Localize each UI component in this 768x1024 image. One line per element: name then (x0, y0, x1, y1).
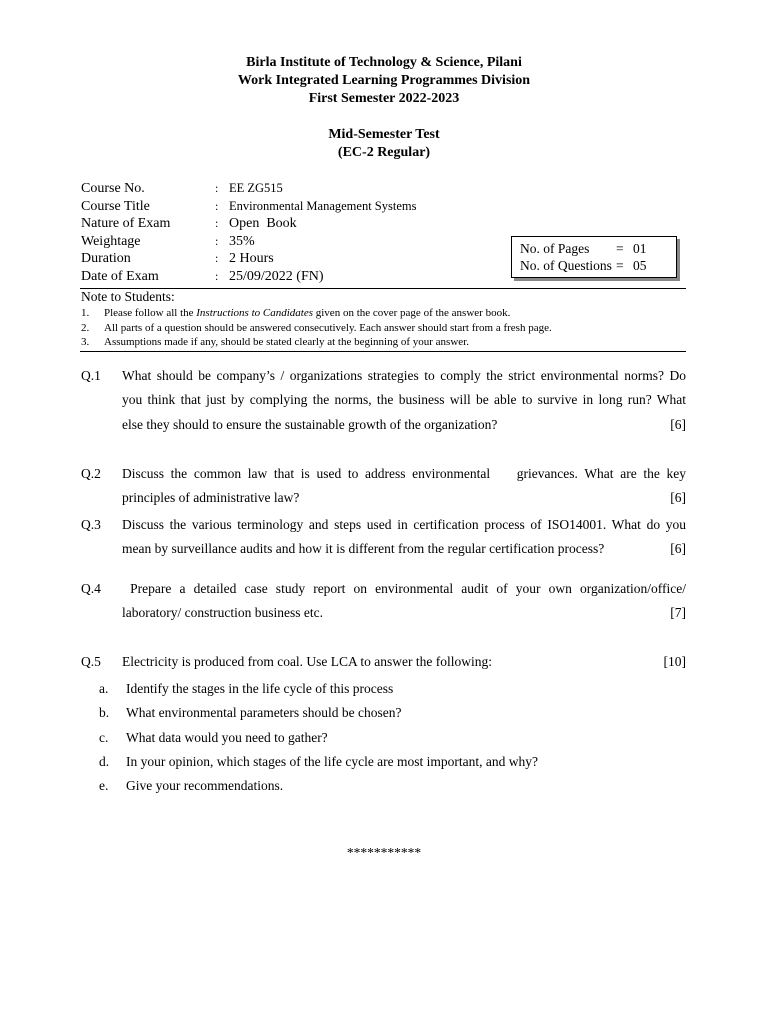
question-marks: [10] (663, 654, 686, 669)
part-index: e. (99, 778, 109, 794)
questions-count-row (520, 257, 676, 274)
part-text: What environmental parameters should be chosen? (126, 705, 402, 721)
division-name: Work Integrated Learning Programmes Division (237, 73, 531, 88)
questions-label: No. of Questions (520, 258, 612, 273)
note-index: 3. (81, 336, 90, 348)
question-marks: [6] (670, 416, 686, 432)
part-index: b. (99, 705, 110, 721)
pages-label: No. of Pages (520, 241, 590, 256)
part-text: What data would you need to gather? (126, 729, 328, 745)
notes-title: Note to Students: (81, 289, 175, 304)
end-marker: *********** (346, 845, 422, 860)
question-marks: [6] (670, 541, 686, 557)
question-text: Discuss the common law that is used to address environmental grievances. What are the key principles of administrative law? (122, 466, 686, 506)
question-marks: [7] (670, 605, 686, 621)
questions-value: 05 (633, 258, 647, 273)
part-index: c. (99, 729, 109, 745)
test-header (0, 126, 768, 162)
info-label: Nature of Exam (81, 216, 171, 232)
question-text: Discuss the various terminology and steps used in certification process of ISO14001. What do you mean by surveillance audits and how it is different from the regular certification process? (122, 517, 686, 557)
test-title: Mid-Semester Test (328, 127, 440, 142)
question-number: Q.4 (81, 581, 101, 596)
note-text: All parts of a question should be answered consecutively. Each answer should start from a fresh page. (104, 321, 552, 334)
divider-bottom (80, 351, 686, 352)
institution-header (0, 54, 768, 108)
question-text: Electricity is produced from coal. Use LCA to answer the following: (122, 654, 493, 669)
part-index: a. (99, 681, 109, 696)
pages-value: 01 (633, 241, 647, 256)
question-text: Prepare a detailed case study report on environmental audit of your own organization/office/ laboratory/ construction business etc. (122, 581, 686, 621)
equals-sign: = (616, 258, 624, 273)
info-label: Course Title (81, 198, 150, 214)
pages-count-row (520, 240, 676, 257)
info-value: EE ZG515 (229, 181, 283, 195)
part-text: Identify the stages in the life cycle of this process (126, 681, 394, 696)
info-colon: : (215, 216, 219, 231)
info-value: Environmental Management Systems (229, 198, 417, 213)
info-colon: : (215, 181, 219, 195)
info-value: 25/09/2022 (FN) (229, 268, 324, 284)
question-text: What should be company’s / organizations strategies to comply the strict environmental norms? Do you think that just by complying the norms, the business will be able to survive in long run? What else they should to ensure the sustainable growth of the organization? (122, 368, 686, 432)
part-text: Give your recommendations. (126, 778, 284, 794)
info-colon: : (215, 251, 219, 266)
part-text: In your opinion, which stages of the life cycle are most important, and why? (126, 753, 539, 769)
equals-sign: = (616, 241, 624, 256)
question-number: Q.5 (81, 654, 101, 669)
question-number: Q.1 (81, 368, 101, 383)
info-value: 2 Hours (229, 251, 274, 267)
note-text: Please follow all the Instructions to Candidates given on the cover page of the answer book. (104, 307, 511, 319)
info-colon: : (215, 198, 219, 213)
info-label: Weightage (81, 233, 141, 249)
question-marks: [6] (670, 490, 686, 506)
info-colon: : (215, 268, 219, 283)
pages-questions-box (511, 236, 677, 278)
info-label: Course No. (81, 181, 145, 196)
info-colon: : (215, 233, 219, 248)
info-label: Date of Exam (81, 268, 159, 284)
institute-name: Birla Institute of Technology & Science, Pilani (246, 55, 522, 70)
note-index: 1. (81, 307, 90, 319)
note-text: Assumptions made if any, should be stated clearly at the beginning of your answer. (104, 336, 469, 348)
info-value: Open Book (229, 216, 297, 232)
part-index: d. (99, 753, 110, 769)
info-label: Duration (81, 251, 131, 267)
question-number: Q.3 (81, 517, 101, 532)
semester-label: First Semester 2022-2023 (308, 91, 460, 106)
test-type: (EC-2 Regular) (337, 145, 431, 160)
note-index: 2. (81, 321, 90, 334)
question-number: Q.2 (81, 466, 101, 481)
info-value: 35% (229, 233, 255, 249)
